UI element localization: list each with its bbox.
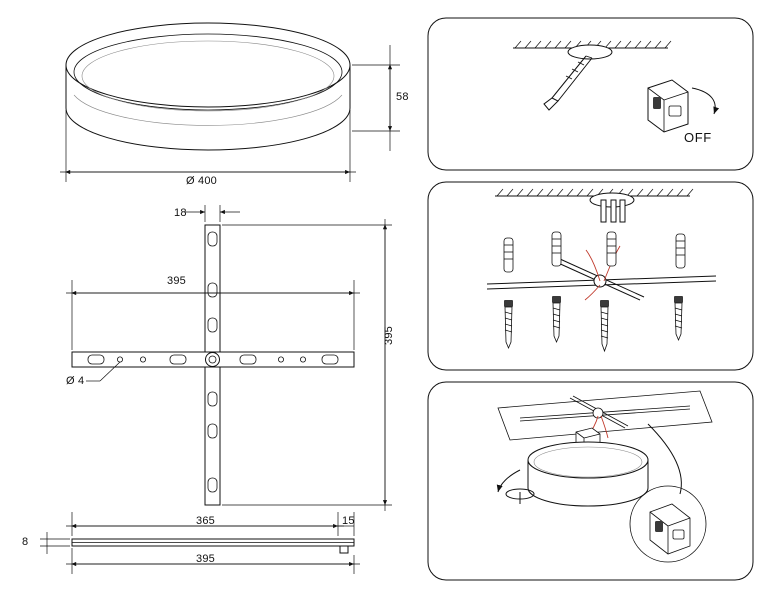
dimension-label-inner-length: 365 [196, 515, 215, 527]
dimension-label-hole-diameter: Ø 4 [66, 375, 85, 387]
dimension-label-height: 58 [396, 91, 409, 103]
dimension-label-span-vertical: 395 [383, 326, 395, 345]
step-1-caption-off: OFF [684, 130, 712, 145]
dimension-label-span-horizontal: 395 [167, 275, 186, 287]
dimension-label-total-length: 395 [196, 553, 215, 565]
dimension-label-thickness: 8 [22, 536, 29, 548]
dimension-label-end-tab: 15 [342, 515, 355, 527]
dimension-bar-width-18 [185, 205, 240, 222]
dimension-diameter-400 [60, 110, 356, 182]
dimension-height-58 [352, 45, 400, 151]
step-2-panel [428, 182, 753, 370]
step-3-panel [428, 382, 753, 580]
switch-icon [648, 80, 688, 132]
dimension-label-diameter: Ø 400 [186, 175, 217, 187]
bracket-plan-group [72, 225, 354, 505]
dimension-label-bar-width: 18 [174, 207, 187, 219]
lamp-side-view-group [66, 23, 350, 150]
step-1-panel [428, 18, 753, 170]
